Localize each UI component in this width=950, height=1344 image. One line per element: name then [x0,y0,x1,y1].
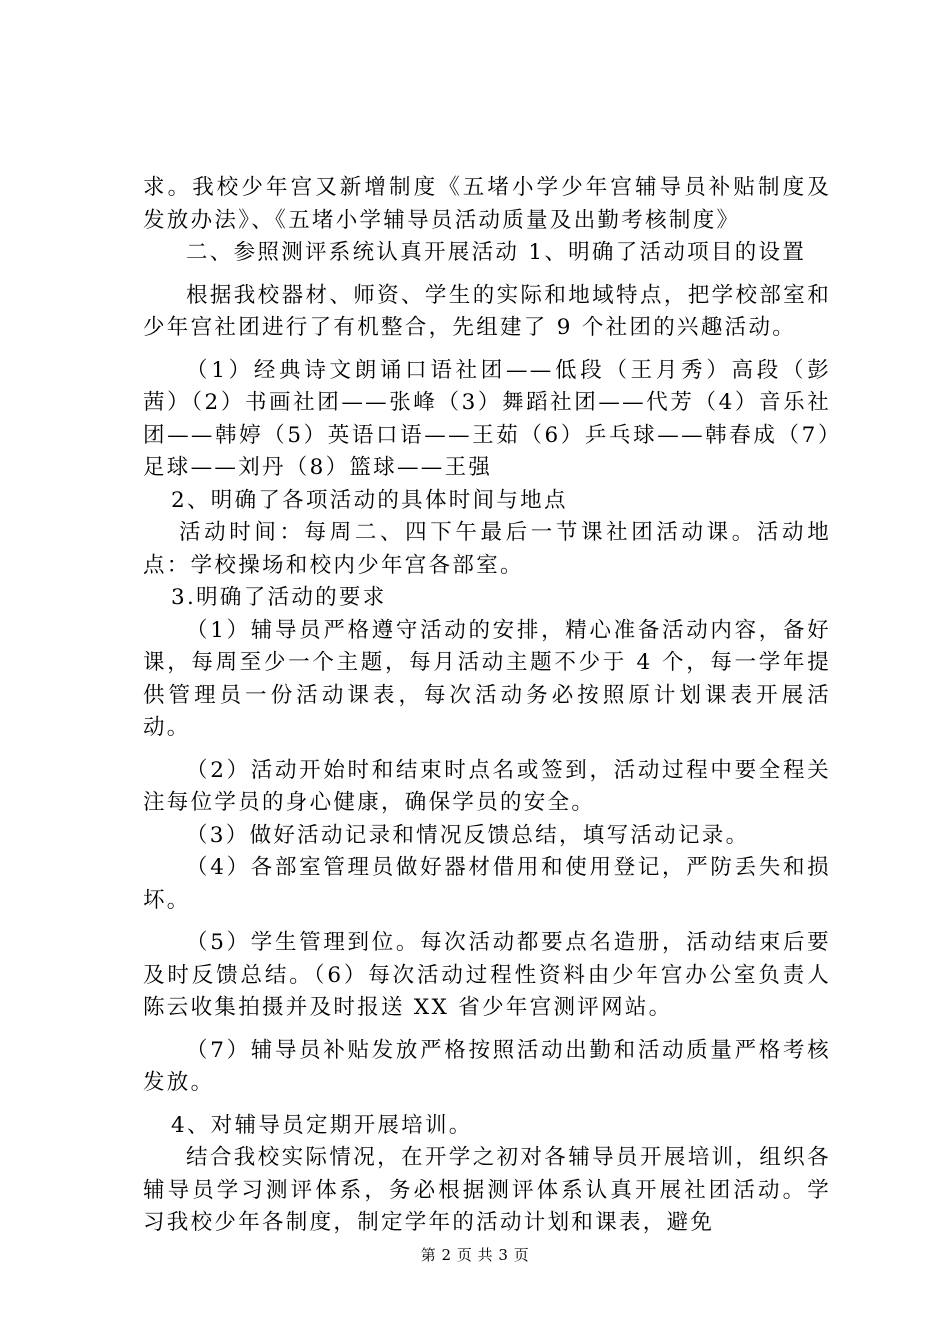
paragraph-7: 3.明确了活动的要求 [171,585,387,610]
paragraph-15: 结合我校实际情况，在开学之初对各辅导员开展培训，组织各辅导员学习测评体系，务必根据测评体系认真开展社团活动。学习我校少年各制度，制定学年的活动计划和课表，避免 [143,1145,831,1235]
paragraph-13: （7）辅导员补贴发放严格按照活动出勤和活动质量严格考核发放。 [143,1037,831,1095]
document-body [143,172,831,1240]
paragraph-12: （5）学生管理到位。每次活动都要点名造册，活动结束后要及时反馈总结。（6）每次活动过程性资料由少年宫办公室负责人陈云收集拍摄并及时报送 XX 省少年宫测评网站。 [143,930,831,1020]
paragraph-8: （1）辅导员严格遵守活动的安排，精心准备活动内容，备好课，每周至少一个主题，每月活动主题不少于 4 个，每一学年提供管理员一份活动课表，每次活动务必按照原计划课表开展活动。 [143,617,831,740]
paragraph-5: 2、明确了各项活动的具体时间与地点 [171,487,568,513]
paragraph-4: （1）经典诗文朗诵口语社团——低段（王月秀）高段（彭茜）（2）书画社团——张峰（3）舞蹈社团——代芳（4）音乐社团——韩婷（5）英语口语——王茹（6）乒乓球——韩春成（7）足球——刘丹（8）篮球——王强 [143,357,831,480]
paragraph-3: 根据我校器材、师资、学生的实际和地域特点，把学校部室和少年宫社团进行了有机整合，先组建了 9 个社团的兴趣活动。 [143,282,831,340]
page-footer: 第 2 页 共 3 页 [420,1246,530,1264]
paragraph-9: （2）活动开始时和结束时点名或签到，活动过程中要全程关注每位学员的身心健康，确保学员的安全。 [143,757,831,815]
paragraph-11: （4）各部室管理员做好器材借用和使用登记，严防丢失和损坏。 [143,855,831,913]
paragraph-14: 4、对辅导员定期开展培训。 [171,1112,473,1138]
paragraph-1: 求。我校少年宫又新增制度《五堵小学少年宫辅导员补贴制度及发放办法》、《五堵小学辅导员活动质量及出勤考核制度》 [143,175,831,233]
paragraph-6: 活动时间：每周二、四下午最后一节课社团活动课。活动地点：学校操场和校内少年宫各部室。 [143,520,831,578]
paragraph-2: 二、参照测评系统认真开展活动 1、明确了活动项目的设置 [186,240,807,265]
paragraph-10: （3）做好活动记录和情况反馈总结，填写活动记录。 [186,822,750,848]
